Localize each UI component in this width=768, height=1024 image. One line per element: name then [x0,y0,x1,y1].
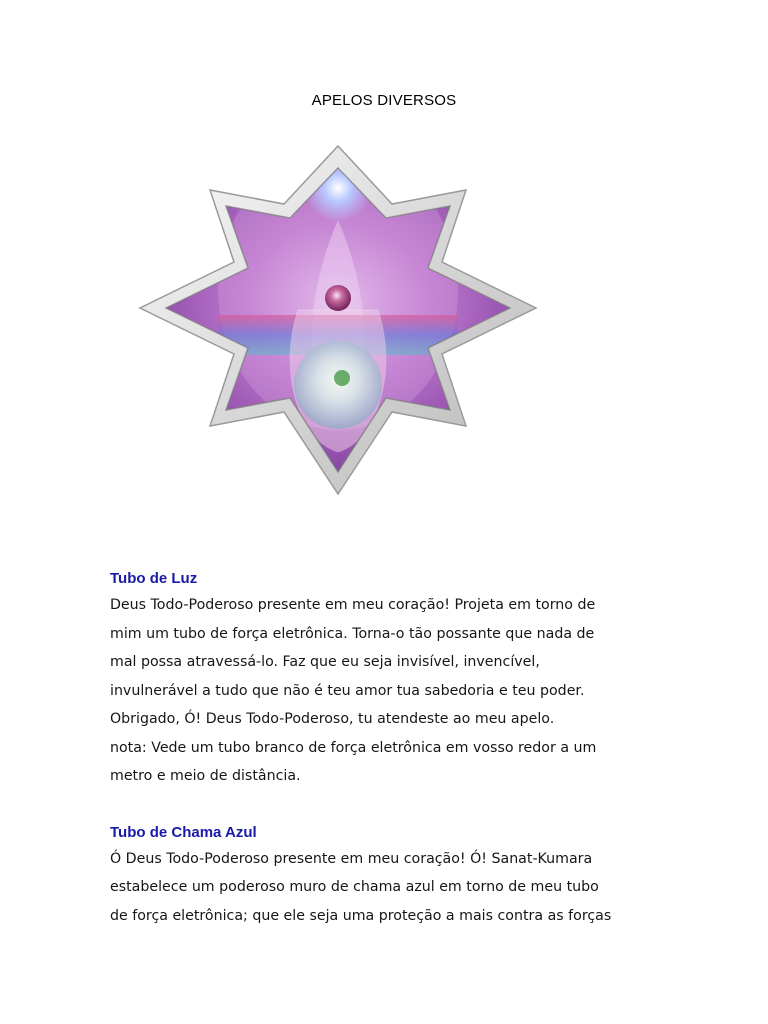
eight-pointed-star-image [128,140,548,500]
document-body [110,567,670,930]
section-heading: Tubo de Chama Azul [110,823,257,841]
section-heading: Tubo de Luz [110,570,198,587]
star-illustration [128,140,548,500]
text-line: invulnerável a tudo que não é teu amor tua sabedoria e teu poder. [110,682,585,699]
text-line: estabelece um poderoso muro de chama azul em torno de meu tubo [110,879,599,895]
text-line: Deus Todo-Poderoso presente em meu coração! Projeta em torno de [110,597,596,613]
page-title: APELOS DIVERSOS [311,92,457,109]
text-line: de força eletrônica; que ele seja uma proteção a mais contra as forças [110,907,612,924]
section-tubo-de-luz [110,567,670,791]
section-tubo-de-chama-azul [110,821,670,931]
text-line: mal possa atravessá-lo. Faz que eu seja invisível, invencível, [110,654,540,670]
text-line: Ó Deus Todo-Poderoso presente em meu coração! Ó! Sanat-Kumara [110,850,593,867]
text-line: metro e meio de distância. [110,768,301,784]
text-line: mim um tubo de força eletrônica. Torna-o tão possante que nada de [110,625,595,642]
text-line: nota: Vede um tubo branco de força eletrônica em vosso redor a um [110,739,597,756]
text-line: Obrigado, Ó! Deus Todo-Poderoso, tu atendeste ao meu apelo. [110,711,555,727]
